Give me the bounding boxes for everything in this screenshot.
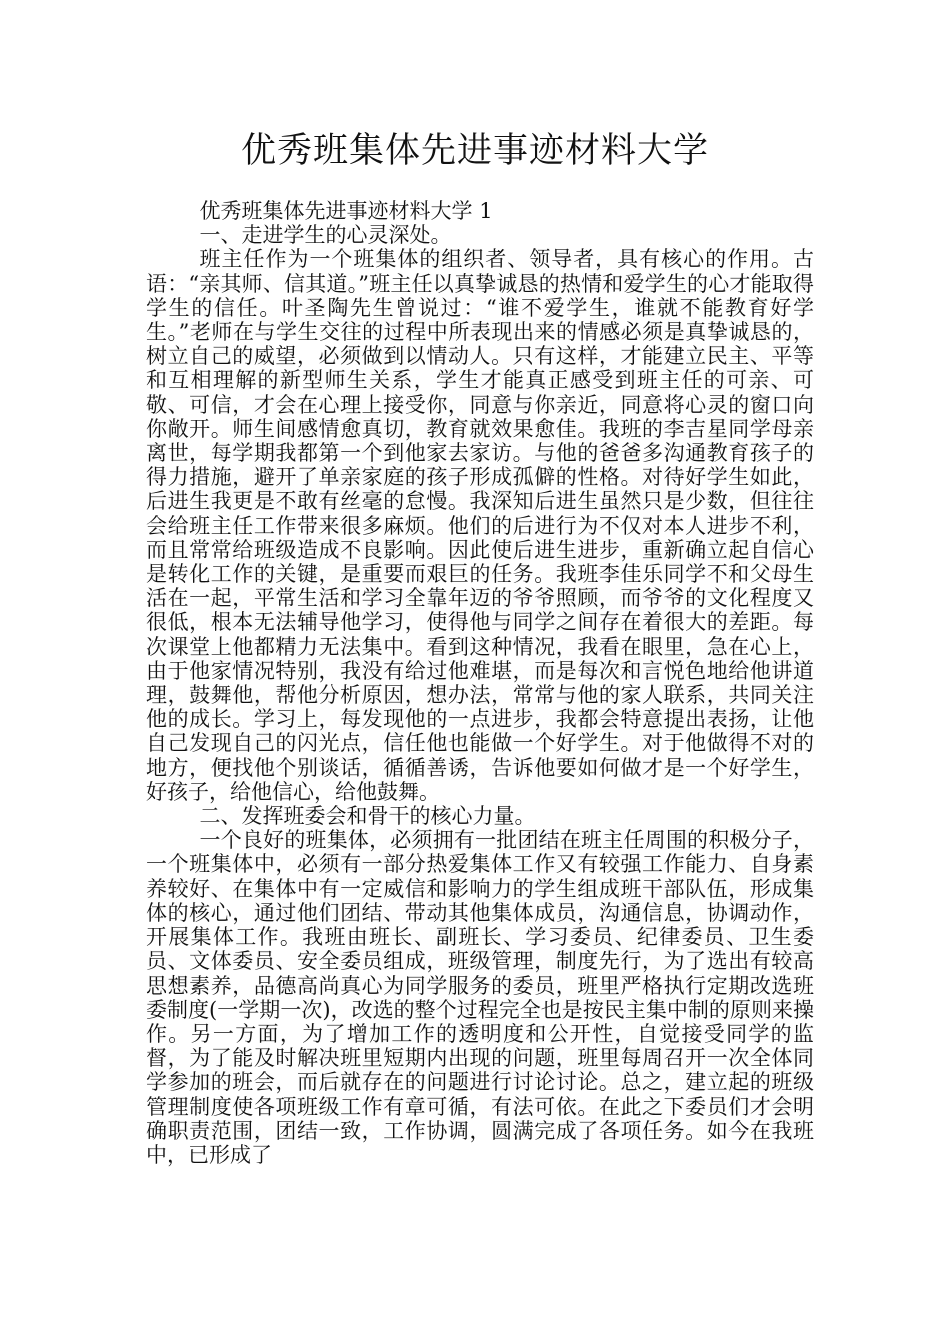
body-paragraph-1: 班主任作为一个班集体的组织者、领导者，具有核心的作用。古语：“亲其师、信其道。”班主任以真挚诚恳的热情和爱学生的心才能取得学生的信任。叶圣陶先生曾说过：“谁不爱学生，谁就不能教育好学生。”老师在与学生交往的过程中所表现出来的情感必须是真挚诚恳的，树立自己的威望，必须做到以情动人。只有这样，才能建立民主、平等和互相理解的新型师生关系，学生才能真正感受到班主任的可亲、可敬、可信，才会在心理上接受你，同意与你亲近，同意将心灵的窗口向你敞开。师生间感情愈真切，教育就效果愈佳。我班的李吉星同学母亲离世，每学期我都第一个到他家去家访。与他的爸爸多沟通教育孩子的得力措施，避开了单亲家庭的孩子形成孤僻的性格。对待好学生如此，后进生我更是不敢有丝毫的怠慢。我深知后进生虽然只是少数，但往往会给班主任工作带来很多麻烦。他们的后进行为不仅对本人进步不利，而且常常给班级造成不良影响。因此使后进生进步，重新确立起自信心是转化工作的关键，是重要而艰巨的任务。我班李佳乐同学不和父母生活在一起，平常生活和学习全靠年迈的爷爷照顾，而爷爷的文化程度又很低，根本无法辅导他学习，使得他与同学之间存在着很大的差距。每次课堂上他都精力无法集中。看到这种情况，我看在眼里，急在心上，由于他家情况特别，我没有给过他难堪，而是每次和言悦色地给他讲道理，鼓舞他，帮他分析原因，想办法，常常与他的家人联系，共同关注他的成长。学习上，每发现他的一点进步，我都会特意提出表扬，让他自己发现自己的闪光点，信任他也能做一个好学生。对于他做得不对的地方，便找他个别谈话，循循善诱，告诉他要如何做才是一个好学生，好孩子，给他信心，给他鼓舞。 xyxy=(146,247,814,804)
section-heading-1: 一、走进学生的心灵深处。 xyxy=(199,223,452,248)
document-title: 优秀班集体先进事迹材料大学 xyxy=(240,131,709,171)
document-body xyxy=(146,199,814,1167)
body-paragraph-2: 一个良好的班集体，必须拥有一批团结在班主任周围的积极分子，一个班集体中，必须有一部分热爱集体工作又有较强工作能力、自身素养较好、在集体中有一定威信和影响力的学生组成班干部队伍，形成集体的核心，通过他们团结、带动其他集体成员，沟通信息，协调动作，开展集体工作。我班由班长、副班长、学习委员、纪律委员、卫生委员、文体委员、安全委员组成，班级管理，制度先行，为了选出有较高思想素养，品德高尚真心为同学服务的委员，班里严格执行定期改选班委制度(一学期一次)，改选的整个过程完全也是按民主集中制的原则来操作。另一方面，为了增加工作的透明度和公开性，自觉接受同学的监督，为了能及时解决班里短期内出现的问题，班里每周召开一次全体同学参加的班会，而后就存在的问题进行讨论讨论。总之，建立起的班级管理制度使各项班级工作有章可循，有法可依。在此之下委员们才会明确职责范围，团结一致，工作协调，圆满完成了各项任务。如今在我班中，已形成了 xyxy=(146,828,814,1167)
subtitle-paragraph: 优秀班集体先进事迹材料大学 1 xyxy=(199,199,493,223)
section-heading-2: 二、发挥班委会和骨干的核心力量。 xyxy=(199,804,536,829)
